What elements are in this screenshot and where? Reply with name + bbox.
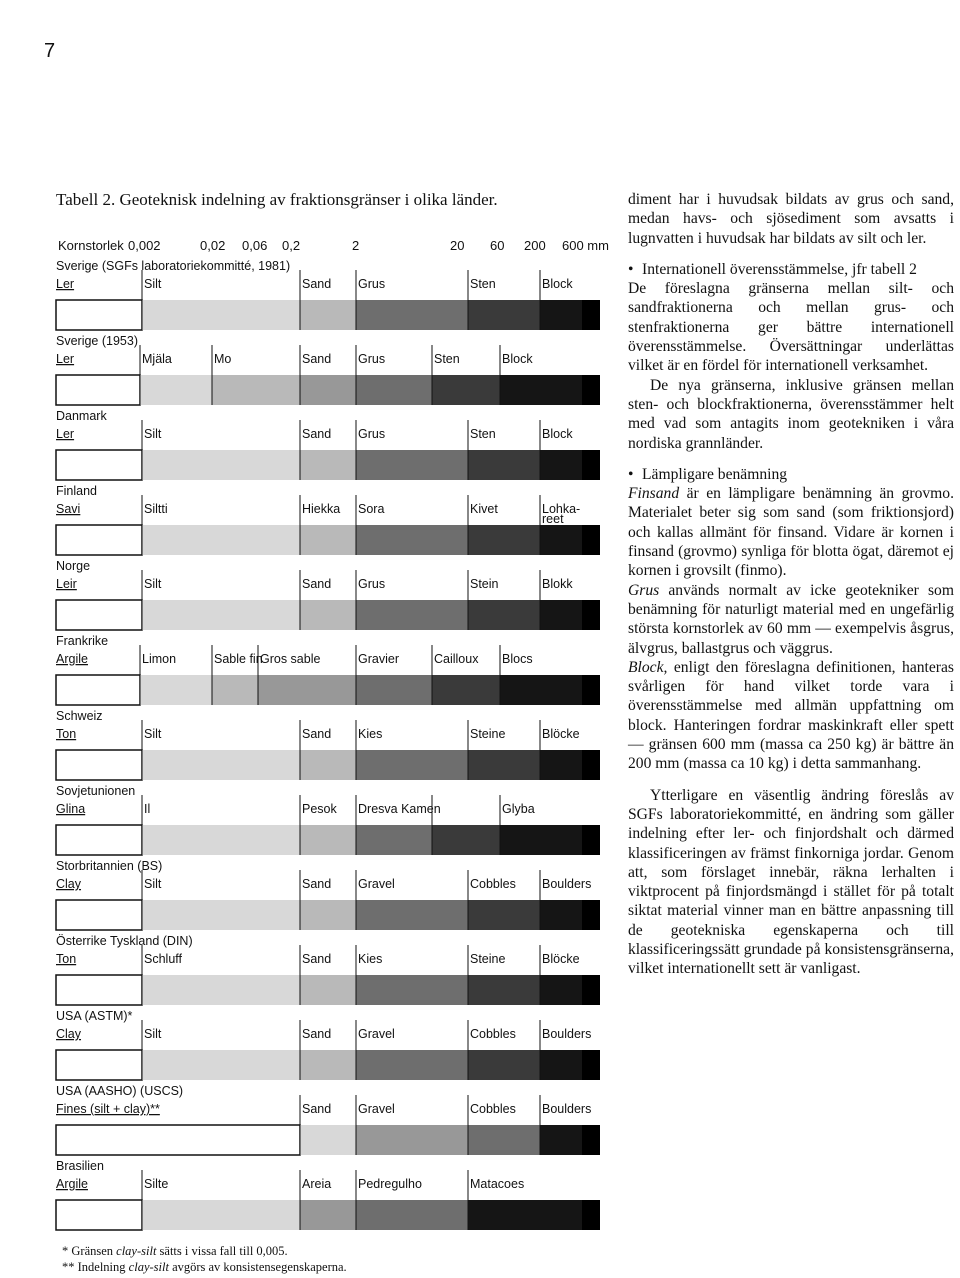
fraction-label: Sand [302, 727, 332, 741]
fraction-label: Sora [358, 502, 385, 516]
row-clay-term: Ler [56, 277, 75, 291]
fraction-label: Mo [214, 352, 232, 366]
fraction-label: Kies [358, 952, 383, 966]
fraction-segment [258, 675, 356, 705]
fraction-segment [142, 900, 300, 930]
row-country: USA (ASTM)* [56, 1009, 133, 1023]
fraction-label: Blocs [502, 652, 533, 666]
row-clay-term: Leir [56, 577, 77, 591]
fraction-segment [142, 1050, 300, 1080]
scale-tick-9: 600 mm [562, 238, 609, 253]
end-block [582, 1200, 600, 1230]
fraction-label: Gravel [358, 1027, 395, 1041]
fraction-segment [356, 525, 468, 555]
table-caption: Tabell 2. Geoteknisk indelning av fraktionsgränser i olika länder. [56, 190, 498, 209]
row-clay-term: Fines (silt + clay)** [56, 1102, 160, 1116]
clay-box [56, 1200, 142, 1230]
row-country: Storbritannien (BS) [56, 859, 163, 873]
fraction-label: Lohka- [542, 502, 581, 516]
fraction-segment [142, 1200, 300, 1230]
clay-box [56, 675, 140, 705]
fraction-segment [300, 750, 356, 780]
chart-row [56, 784, 600, 855]
chart-row [56, 934, 600, 1005]
term-grus: Grus [628, 581, 660, 599]
row-clay-term: Glina [56, 802, 86, 816]
fraction-segment [142, 450, 300, 480]
end-block [582, 450, 600, 480]
end-block [582, 600, 600, 630]
row-clay-term: Clay [56, 877, 82, 891]
fraction-segment [356, 300, 468, 330]
fraction-segment [356, 1125, 468, 1155]
scale-tick-3: 0,06 [242, 238, 268, 253]
fraction-label: Sten [470, 277, 496, 291]
chart-row [56, 409, 600, 480]
fraction-label: Silt [144, 577, 162, 591]
end-block [582, 750, 600, 780]
row-clay-term: Argile [56, 652, 88, 666]
fraction-label: Siltti [144, 502, 168, 516]
clay-box [56, 750, 142, 780]
row-country: Danmark [56, 409, 107, 423]
fraction-label: Hiekka [302, 502, 341, 516]
fraction-segment [468, 750, 540, 780]
fraction-label: Grus [358, 277, 386, 291]
fraction-segment [142, 525, 300, 555]
fraction-segment [142, 750, 300, 780]
clay-box [56, 1050, 142, 1080]
bullet-naming-title: • Lämpligare benämning [628, 465, 954, 484]
row-country: Frankrike [56, 634, 109, 648]
fraction-label: Kies [358, 727, 383, 741]
fraction-label: Silt [144, 277, 162, 291]
fraction-label: Gravel [358, 1102, 395, 1116]
row-country: Norge [56, 559, 91, 573]
fraction-segment [468, 300, 540, 330]
end-block [582, 375, 600, 405]
right-column [628, 190, 954, 979]
naming-finsand [628, 484, 954, 580]
fraction-segment [468, 525, 540, 555]
fraction-segment [356, 900, 468, 930]
fraction-label: Gravel [358, 877, 395, 891]
fraction-segment [142, 975, 300, 1005]
footnote-1-post: sätts i vissa fall till 0,005. [156, 1244, 288, 1258]
fraction-segment [356, 600, 468, 630]
fraction-label: Silte [144, 1177, 169, 1191]
scale-tick-6: 20 [450, 238, 465, 253]
chart-row [56, 859, 600, 930]
footnote-2-post: avgörs av konsistensegenskaperna. [168, 1260, 347, 1274]
fraction-label: Stein [470, 577, 499, 591]
fraction-segment [432, 375, 500, 405]
scale-label: Kornstorlek [58, 238, 124, 253]
row-country: Schweiz [56, 709, 103, 723]
chart-row [56, 484, 600, 555]
footnote-1-pre: * Gränsen [62, 1244, 117, 1258]
fraction-segment [140, 375, 212, 405]
fraction-label: Areia [302, 1177, 332, 1191]
fraction-segment [300, 600, 356, 630]
end-block [582, 900, 600, 930]
fraction-label: Pesok [302, 802, 337, 816]
page-number: 7 [44, 40, 56, 62]
scale-tick-2: 0,02 [200, 238, 226, 253]
row-country: Sverige (1953) [56, 334, 138, 348]
fraction-label: Silt [144, 427, 162, 441]
fraction-segment [300, 375, 356, 405]
end-block [582, 1125, 600, 1155]
fraction-segment [356, 1050, 468, 1080]
fraction-segment [468, 600, 540, 630]
fraction-segment [356, 975, 468, 1005]
clay-box [56, 300, 142, 330]
row-clay-term: Ton [56, 727, 77, 741]
fraction-segment [300, 1050, 356, 1080]
row-clay-term: Argile [56, 1177, 88, 1191]
fraction-label: Sand [302, 952, 332, 966]
fraction-label: Cobbles [470, 877, 516, 891]
fraction-segment [468, 1050, 540, 1080]
fraction-segment [300, 525, 356, 555]
bullet-international-text: De föreslagna gränserna mellan silt- och sandfraktionerna och mellan grus- och stenfraktionerna ger bättre internationell överensstämmelse. Översättningar underlättas vilket är en fördel för internationell verksamhet. [628, 280, 954, 375]
fraction-label: Boulders [542, 877, 592, 891]
fraction-segment [300, 825, 356, 855]
fraction-label: Silt [144, 727, 162, 741]
fraction-segment [142, 300, 300, 330]
fraction-segment [300, 900, 356, 930]
fraction-label: Block [542, 427, 573, 441]
row-clay-term: Savi [56, 502, 81, 516]
bullet-international-title: • Internationell överensstämmelse, jfr tabell 2 [628, 260, 954, 279]
fraction-segment [212, 675, 258, 705]
row-country: Brasilien [56, 1159, 104, 1173]
fraction-segment [300, 450, 356, 480]
chart-row [56, 259, 600, 330]
fraction-segment [432, 825, 500, 855]
fraction-label: Blöcke [542, 727, 580, 741]
fraction-segment [356, 750, 468, 780]
fraction-label: Limon [142, 652, 177, 666]
end-block [582, 525, 600, 555]
clay-box [56, 450, 142, 480]
row-clay-term: Ler [56, 427, 75, 441]
fraction-segment [300, 1200, 356, 1230]
row-country: Sovjetunionen [56, 784, 136, 798]
scale-tick-4: 0,2 [282, 238, 301, 253]
chart-row [56, 334, 600, 405]
fraction-label: Grus [358, 352, 386, 366]
term-finsand: Finsand [628, 485, 680, 503]
paragraph-final: Ytterligare en väsentlig ändring föreslås av SGFs laboratoriekommitté, en ändring som gäller indelning efter ler- och finjordshalt och därmed klassificeringen av främst finkorniga jordar. Genom att, som förslaget innebär, räkna lerhalten i viktprocent på finjordsmängd i stället för på totalt siktat material vinner man en bättre anpassning till de geotekniska egenskaperna och till klassificeringssätt grundade på konsistensgränserna, vilket internationellt sett är vanligast. [628, 786, 954, 978]
fraction-label: Blöcke [542, 952, 580, 966]
footnote-1-term: clay-silt [116, 1244, 157, 1258]
end-block [582, 675, 600, 705]
row-clay-term: Clay [56, 1027, 82, 1041]
fraction-segment [356, 375, 432, 405]
chart-row [56, 1084, 600, 1155]
scale-tick-8: 200 [524, 238, 546, 253]
chart-row [56, 634, 600, 705]
fraction-label: Sten [434, 352, 460, 366]
bullet-international-text-2: De nya gränserna, inklusive gränsen mellan sten- och blockfraktionerna, överensstämmer helt med vad som antagits inom geotekniken i våra nordiska grannländer. [628, 376, 954, 452]
end-block [582, 1050, 600, 1080]
fraction-label: Il [144, 802, 151, 816]
fraction-label: Mjäla [142, 352, 172, 366]
fraction-segment [468, 975, 540, 1005]
row-clay-term: Ton [56, 952, 77, 966]
chart-row [56, 559, 600, 630]
fraction-label: Boulders [542, 1102, 592, 1116]
fraction-label: Dresva Kamen [358, 802, 441, 816]
naming-block-text: enligt den föreslagna definitionen, hanteras svårligen för hand vilket torde vara i överensstämmelse med allmän uppfattning om block. Hanteringen fordrar maskinkraft eller spett — gränsen 600 mm (massa ca 250 kg) är bättre än 200 mm (massa ca 10 kg) i detta sammanhang. [628, 658, 954, 773]
fraction-label: Block [502, 352, 533, 366]
end-block [582, 300, 600, 330]
fraction-label: Glyba [502, 802, 535, 816]
row-country: USA (AASHO) (USCS) [56, 1084, 184, 1098]
clay-box [56, 825, 142, 855]
footnote-1 [62, 1244, 288, 1259]
footnote-2-pre: ** Indelning [62, 1260, 129, 1274]
chart-row [56, 709, 600, 780]
fraction-label: Silt [144, 1027, 162, 1041]
fraction-label: Steine [470, 952, 506, 966]
fraction-label: Sand [302, 427, 332, 441]
row-country: Finland [56, 484, 97, 498]
chart-row [56, 1159, 600, 1230]
fraction-label: Boulders [542, 1027, 592, 1041]
naming-grus-text: används normalt av icke geotekniker som benämning för naturligt material med en ungefärlig största kornstorlek av 60 mm — exempelvis åsgrus, älvgrus, ballastgrus och väggrus. [628, 581, 954, 657]
end-block [582, 975, 600, 1005]
fraction-label: Grus [358, 577, 386, 591]
fraction-label: Steine [470, 727, 506, 741]
end-block [582, 825, 600, 855]
row-country: Sverige (SGFs laboratoriekommitté, 1981) [56, 259, 291, 273]
fraction-label: Sand [302, 352, 332, 366]
fraction-segment [468, 1200, 600, 1230]
clay-box [56, 600, 142, 630]
fraction-segment [468, 900, 540, 930]
fraction-label: Sand [302, 277, 332, 291]
fraction-segment [468, 1125, 540, 1155]
fraction-label: Pedregulho [358, 1177, 422, 1191]
row-country: Österrike Tyskland (DIN) [56, 934, 193, 948]
clay-box [56, 1125, 300, 1155]
fraction-segment [300, 300, 356, 330]
fraction-segment [300, 1125, 356, 1155]
fraction-label: Schluff [144, 952, 182, 966]
fraction-label: Cailloux [434, 652, 479, 666]
fraction-label: Cobbles [470, 1102, 516, 1116]
clay-box [56, 525, 142, 555]
fraction-segment [142, 825, 300, 855]
clay-box [56, 900, 142, 930]
fraction-label: reet [542, 512, 564, 526]
fraction-label: Grus [358, 427, 386, 441]
fraction-label: Blokk [542, 577, 573, 591]
fraction-segment [142, 600, 300, 630]
paragraph-intro: diment har i huvudsak bildats av grus och sand, medan havs- och sjösediment som avsatts i lugnvatten i huvudsak har bildats av silt och ler. [628, 191, 954, 247]
naming-finsand-text: är en lämpligare benämning än grovmo. Materialet beter sig som sand (som friktionsjord) och kallas allmänt för finsand. Vidare är kornen i finsand (grovmo) synliga för blotta ögat, däremot ej kornen i grovsilt (finmo). [628, 485, 954, 580]
fraction-label: Sten [470, 427, 496, 441]
scale-tick-5: 2 [352, 238, 360, 253]
fraction-label: Sand [302, 877, 332, 891]
fraction-segment [432, 675, 500, 705]
row-clay-term: Ler [56, 352, 75, 366]
fraction-label: Sand [302, 1102, 332, 1116]
scale-tick-1: 0,002 [128, 238, 161, 253]
fraction-label: Sand [302, 577, 332, 591]
fraction-segment [356, 450, 468, 480]
fraction-segment [468, 450, 540, 480]
fraction-label: Sand [302, 1027, 332, 1041]
chart-row [56, 1009, 600, 1080]
scale-tick-7: 60 [490, 238, 505, 253]
fraction-label: Gros sable [260, 652, 321, 666]
term-block: Block, [628, 658, 668, 676]
clay-box [56, 975, 142, 1005]
footnote-2 [62, 1260, 347, 1275]
fraction-label: Silt [144, 877, 162, 891]
fraction-segment [356, 1200, 468, 1230]
fraction-segment [356, 825, 432, 855]
fraction-label: Cobbles [470, 1027, 516, 1041]
fraction-label: Sable fin [214, 652, 263, 666]
fraction-label: Kivet [470, 502, 498, 516]
fraction-segment [356, 675, 432, 705]
naming-block [628, 658, 954, 774]
naming-grus [628, 581, 954, 658]
fraction-segment [212, 375, 300, 405]
clay-box [56, 375, 140, 405]
fraction-label: Gravier [358, 652, 399, 666]
fraction-label: Matacoes [470, 1177, 525, 1191]
fraction-label: Block [542, 277, 573, 291]
fraction-segment [300, 975, 356, 1005]
footnote-2-term: clay-silt [128, 1260, 169, 1274]
fraction-segment [140, 675, 212, 705]
